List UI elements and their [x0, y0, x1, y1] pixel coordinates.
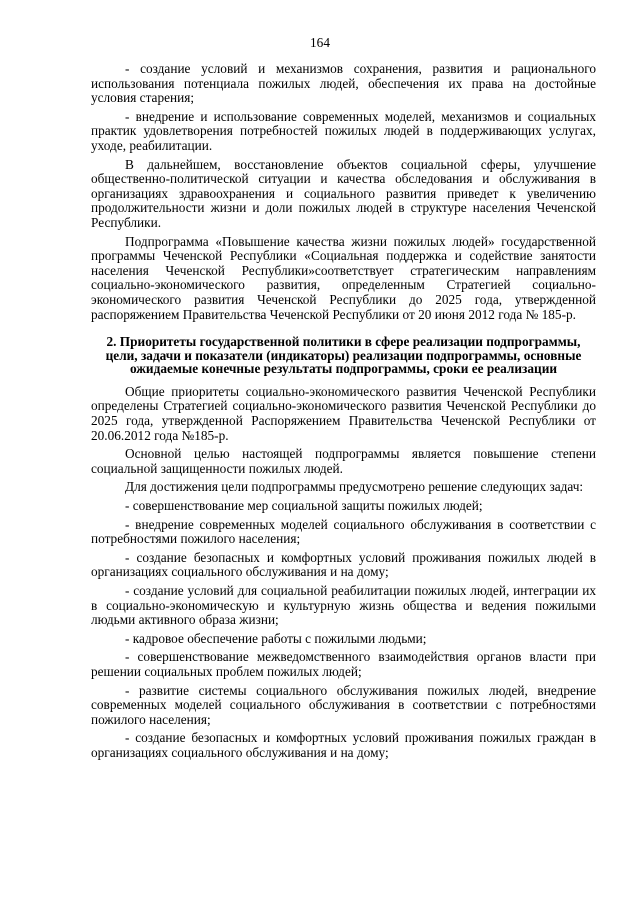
paragraph: В дальнейшем, восстановление объектов социальной сферы, улучшение общественно-политической ситуации и качества обследования и обслуживания в организациях здравоохранения и социального развития приведет к увеличению продолжительности жизни и доли пожилых людей в структуре населения Чеченской Республики.: [91, 156, 596, 230]
paragraph: - внедрение и использование современных моделей, механизмов и социальных практик удовлетворения потребностей пожилых людей в поддерживающих услугах, уходе, реабилитации.: [91, 108, 596, 153]
list-item: - развитие системы социального обслуживания пожилых людей, внедрение современных моделей социального обслуживания в соответствии с потребностями пожилого населения;: [91, 682, 596, 727]
list-item: - совершенствование мер социальной защиты пожилых людей;: [125, 498, 483, 514]
section-heading: 2. Приоритеты государственной политики в сфере реализации подпрограммы, цели, задачи и показатели (индикаторы) реализации подпрограммы, основные ожидаемые конечные результаты подпрограммы, сроки ее реализации: [105, 334, 582, 377]
list-item: - создание условий для социальной реабилитации пожилых людей, интеграции их в социально-экономическую и культурную жизнь общества и ведения пожилыми людьми активного образа жизни;: [91, 583, 596, 628]
paragraph: - создание условий и механизмов сохранения, развития и рационального использования потенциала пожилых людей, обеспечения их права на достойные условия старения;: [91, 61, 596, 106]
list-item: - внедрение современных моделей социального обслуживания в соответствии с потребностями пожилого населения;: [91, 516, 596, 547]
list-item: - создание безопасных и комфортных условий проживания пожилых людей в организациях социального обслуживания и на дому;: [91, 549, 596, 580]
paragraph: Для достижения цели подпрограммы предусмотрено решение следующих задач:: [125, 479, 584, 495]
list-item: - кадровое обеспечение работы с пожилыми людьми;: [125, 630, 427, 646]
list-item: - совершенствование межведомственного взаимодействия органов власти при решении социальных проблем пожилых людей;: [91, 649, 596, 679]
list-item: - создание безопасных и комфортных условий проживания пожилых граждан в организациях социального обслуживания и на дому;: [91, 730, 596, 760]
paragraph: Общие приоритеты социально-экономического развития Чеченской Республики определены Стратегией социально-экономического развития Чеченской Республики до 2025 года, утвержденной Распоряжением Правительства Чеченской Республики от 20.06.2012 года №185-р.: [91, 383, 596, 443]
page-number: 164: [310, 35, 330, 50]
paragraph: Подпрограмма «Повышение качества жизни пожилых людей» государственной программы Чеченской Республики «Социальная поддержка и содействие занятости населения Чеченской Республики»соответствует стратегическим направлениям социально-экономического развития, определенным Стратегией социально-экономического развития Чеченской Республики до 2025 года, утвержденной распоряжением Правительства Чеченской Республики от 20 июня 2012 года № 185-р.: [91, 233, 596, 322]
page-content: [91, 62, 596, 761]
paragraph: Основной целью настоящей подпрограммы является повышение степени социальной защищенности пожилых людей.: [91, 446, 596, 476]
